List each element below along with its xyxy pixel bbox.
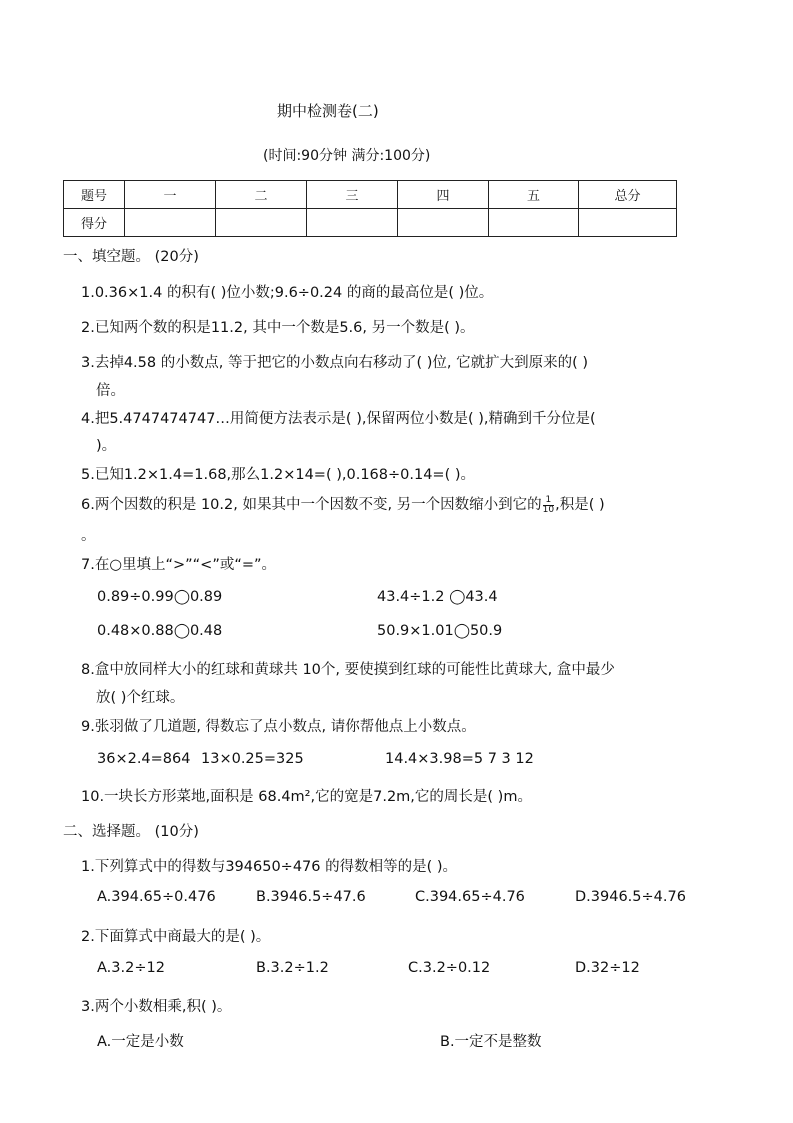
- table-cell-part-2: 二: [216, 181, 307, 209]
- section-1-title: 一、填空题。 (20分): [63, 249, 199, 265]
- score-input-4[interactable]: [398, 209, 489, 237]
- option-2-2-b[interactable]: B.3.2÷1.2: [256, 960, 329, 976]
- question-1-8-cont: 放( )个红球。: [96, 690, 185, 706]
- compare-item-4[interactable]: 50.9×1.01◯50.9: [377, 623, 503, 639]
- compare-item-2[interactable]: 43.4÷1.2 ◯43.4: [377, 589, 498, 605]
- option-2-1-b[interactable]: B.3946.5÷47.6: [256, 889, 366, 905]
- score-input-2[interactable]: [216, 209, 307, 237]
- table-cell-part-1: 一: [125, 181, 216, 209]
- fraction-denominator: 10: [542, 504, 555, 515]
- option-2-1-d[interactable]: D.3946.5÷4.76: [575, 889, 686, 905]
- question-1-4-cont: )。: [96, 438, 117, 454]
- question-1-2: 2.已知两个数的积是11.2, 其中一个数是5.6, 另一个数是( )。: [81, 320, 475, 336]
- compare-item-3[interactable]: 0.48×0.88◯0.48: [97, 623, 223, 639]
- question-1-1: 1.0.36×1.4 的积有( )位小数;9.6÷0.24 的商的最高位是( )位。: [81, 285, 494, 301]
- score-table-header-row: [64, 181, 677, 209]
- question-1-8: 8.盒中放同样大小的红球和黄球共 10个, 要使摸到红球的可能性比黄球大, 盒中最少: [81, 662, 615, 678]
- question-1-9: 9.张羽做了几道题, 得数忘了点小数点, 请你帮他点上小数点。: [81, 719, 476, 735]
- option-2-2-d[interactable]: D.32÷12: [575, 960, 640, 976]
- question-1-6-cont: 。: [81, 528, 96, 544]
- option-2-3-a[interactable]: A.一定是小数: [97, 1034, 184, 1050]
- option-2-2-c[interactable]: C.3.2÷0.12: [408, 960, 491, 976]
- question-1-6: [81, 493, 605, 515]
- fraction-one-tenth: [543, 496, 554, 515]
- table-cell-part-3: 三: [307, 181, 398, 209]
- option-2-3-b[interactable]: B.一定不是整数: [440, 1034, 542, 1050]
- section-2-title: 二、选择题。 (10分): [63, 824, 199, 840]
- table-cell-part-5: 五: [489, 181, 579, 209]
- question-2-3: 3.两个小数相乘,积( )。: [81, 999, 232, 1015]
- page-title: 期中检测卷(二): [277, 102, 379, 120]
- question-1-3-cont: 倍。: [96, 383, 125, 399]
- question-1-6-text: 6.两个因数的积是 10.2, 如果其中一个因数不变, 另一个因数缩小到它的: [81, 497, 542, 513]
- score-input-5[interactable]: [489, 209, 579, 237]
- question-1-5: 5.已知1.2×1.4=1.68,那么1.2×14=( ),0.168÷0.14=( )。: [81, 467, 476, 483]
- exam-info: (时间:90分钟 满分:100分): [263, 148, 431, 164]
- score-input-1[interactable]: [125, 209, 216, 237]
- score-input-3[interactable]: [307, 209, 398, 237]
- decimal-item-1[interactable]: 36×2.4=864: [97, 751, 191, 767]
- question-2-2: 2.下面算式中商最大的是( )。: [81, 929, 271, 945]
- option-2-1-a[interactable]: A.394.65÷0.476: [97, 889, 216, 905]
- option-2-1-c[interactable]: C.394.65÷4.76: [415, 889, 525, 905]
- compare-item-1[interactable]: 0.89÷0.99◯0.89: [97, 589, 223, 605]
- score-table-score-row: [64, 209, 677, 237]
- question-2-1: 1.下列算式中的得数与394650÷476 的得数相等的是( )。: [81, 859, 458, 875]
- question-1-3: 3.去掉4.58 的小数点, 等于把它的小数点向右移动了( )位, 它就扩大到原来的( ): [81, 355, 589, 371]
- score-table: [63, 180, 677, 237]
- table-cell-question-number: 题号: [64, 181, 125, 209]
- table-cell-score-label: 得分: [64, 209, 125, 237]
- table-cell-part-4: 四: [398, 181, 489, 209]
- score-input-total[interactable]: [579, 209, 677, 237]
- question-1-7: 7.在○里填上“>”“<”或“=”。: [81, 557, 277, 573]
- table-cell-total: 总分: [579, 181, 677, 209]
- decimal-item-3[interactable]: 14.4×3.98=5 7 3 12: [385, 751, 534, 767]
- question-1-10: 10.一块长方形菜地,面积是 68.4m²,它的宽是7.2m,它的周长是( )m。: [81, 789, 532, 805]
- option-2-2-a[interactable]: A.3.2÷12: [97, 960, 165, 976]
- decimal-item-2[interactable]: 13×0.25=325: [201, 751, 304, 767]
- fraction-numerator: 1: [543, 496, 554, 506]
- question-1-4: 4.把5.4747474747…用简便方法表示是( ),保留两位小数是( ),精确到千分位是(: [81, 411, 596, 427]
- question-1-6-text-end: ,积是( ): [555, 497, 605, 513]
